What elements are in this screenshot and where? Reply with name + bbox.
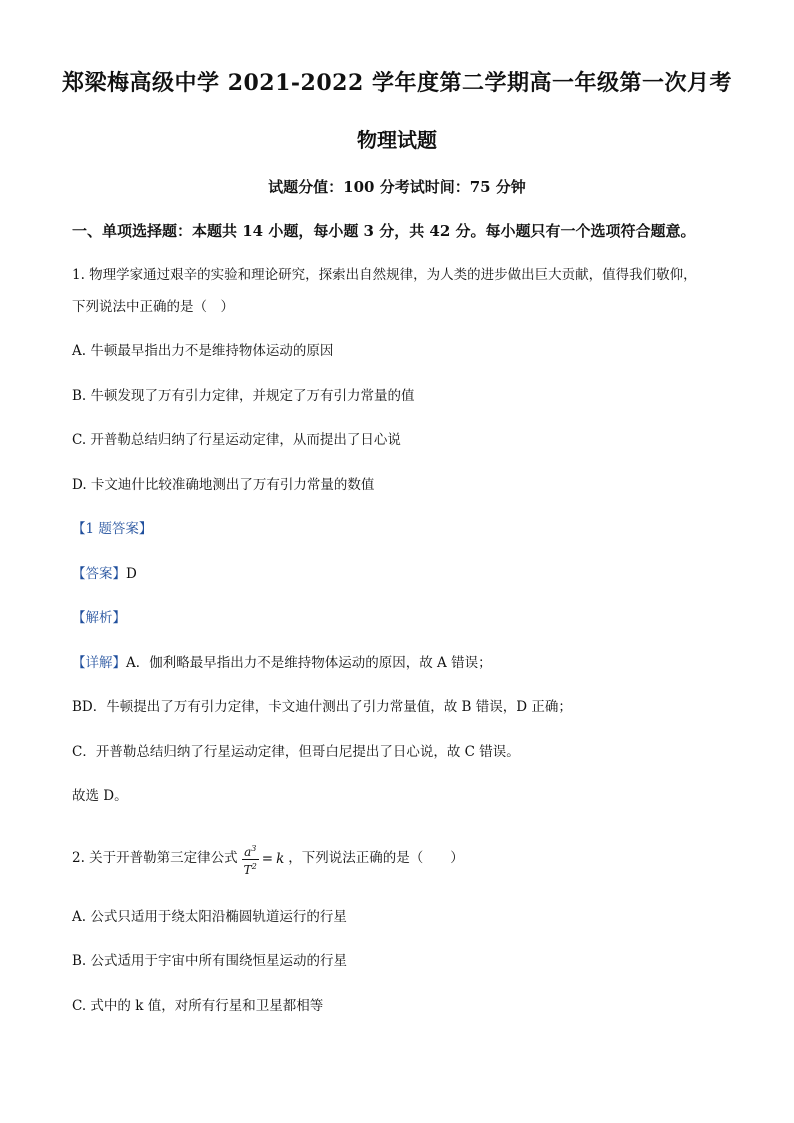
exam-subtitle: 物理试题 (357, 128, 437, 152)
q1-detail-line3: C．开普勒总结归纳了行星运动定律，但哥白尼提出了日心说，故 C 错误。 (72, 744, 520, 760)
q2-stem-prefix: 2. 关于开普勒第三定律公式 (72, 850, 238, 866)
q1-answer (72, 564, 137, 584)
answer-value: D (126, 566, 137, 582)
q2-stem (72, 838, 464, 879)
q1-option-d: D. 卡文迪什比较准确地测出了万有引力常量的数值 (72, 477, 375, 493)
q1-option-b: B. 牛顿发现了万有引力定律，并规定了万有引力常量的值 (72, 388, 415, 404)
q1-option-c: C. 开普勒总结归纳了行星运动定律，从而提出了日心说 (72, 432, 401, 448)
exam-title: 郑梁梅高级中学 2021-2022 学年度第二学期高一年级第一次月考 (62, 70, 732, 96)
formula-denominator: $T^2$ (243, 861, 257, 877)
section-heading: 一、单项选择题：本题共 14 小题，每小题 3 分，共 42 分。每小题只有一个选项符合题意。 (72, 222, 696, 240)
q2-option-a: A. 公式只适用于绕太阳沿椭圆轨道运行的行星 (72, 909, 347, 925)
q2-stem-suffix: ，下列说法正确的是（ ） (288, 850, 464, 866)
formula-fraction (242, 842, 259, 877)
q1-analysis-tag: 【解析】 (72, 610, 126, 626)
detail-text: A．伽利略最早指出力不是维持物体运动的原因，故 A 错误； (126, 655, 492, 671)
q1-detail-line4: 故选 D。 (72, 788, 128, 804)
q1-detail-line1 (72, 653, 492, 673)
q1-stem-line2: 下列说法中正确的是（ ） (72, 299, 234, 315)
detail-label: 【详解】 (72, 655, 126, 671)
formula-numerator: $a^3$ (242, 842, 259, 860)
q1-stem-line1: 1. 物理学家通过艰辛的实验和理论研究，探索出自然规律，为人类的进步做出巨大贡献，值得我们敬仰， (72, 267, 697, 283)
formula-rhs: k (276, 850, 285, 867)
q2-option-c: C. 式中的 k 值，对所有行星和卫星都相等 (72, 998, 324, 1014)
q2-option-b: B. 公式适用于宇宙中所有围绕恒星运动的行星 (72, 953, 348, 969)
answer-label: 【答案】 (72, 566, 126, 582)
exam-meta: 试题分值：100 分考试时间：75 分钟 (268, 178, 526, 196)
q1-answer-tag: 【1 题答案】 (72, 521, 153, 537)
q1-option-a: A. 牛顿最早指出力不是维持物体运动的原因 (72, 343, 334, 359)
q1-detail-line2: BD．牛顿提出了万有引力定律，卡文迪什测出了引力常量值，故 B 错误，D 正确； (72, 699, 572, 715)
kepler-formula: $\frac{a^3}{T^2}$ = k (243, 843, 285, 877)
